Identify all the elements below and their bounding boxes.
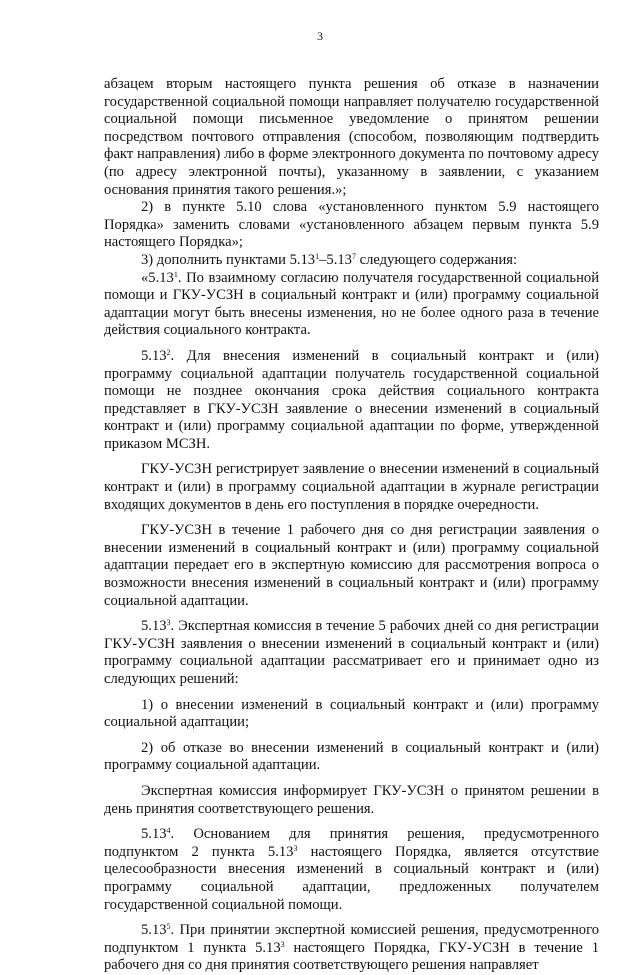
paragraph-text: «5.13 <box>141 269 174 286</box>
paragraph-5-13-5 <box>104 922 599 975</box>
paragraph-decision-1: 1) о внесении изменений в социальный контракт и (или) программу социальной адаптации; <box>104 696 599 731</box>
document-body <box>104 76 599 975</box>
paragraph-5-13-3 <box>104 618 599 688</box>
paragraph-registration: ГКУ-УСЗН регистрирует заявление о внесении изменений в социальный контракт и (или) в программу социальной адаптации в журнале регистрации входящих документов в день его поступления в порядке очередности. <box>104 461 599 513</box>
paragraph-text: настоящего Порядка, ГКУ-УСЗН в течение 1 рабочего дня со дня принятия соответствующего решения направляет <box>104 939 599 974</box>
paragraph-continuation: абзацем вторым настоящего пункта решения об отказе в назначении государственной социальной помощи направляет получателю государственной социальной помощи письменное уведомление о принятом решении посредством почтового отправления (способом, позволяющим подтвердить факт направления) либо в форме электронного документа по почтовому адресу (по адресу электронной почты), указанному в заявлении, с указанием основания принятия такого решения.»; <box>104 76 599 198</box>
paragraph-item-2: 2) в пункте 5.10 слова «установленного пунктом 5.9 настоящего Порядка» заменить словами «установленного абзацем первым пункта 5.9 настоящего Порядка»; <box>104 199 599 251</box>
paragraph-5-13-2 <box>104 348 599 454</box>
paragraph-transfer: ГКУ-УСЗН в течение 1 рабочего дня со дня регистрации заявления о внесении изменений в социальный контракт и (или) программу социальной адаптации передает его в экспертную комиссию для рассмотрения вопроса о возможности внесения изменений в социальный контракт и (или) программу социальной адаптации. <box>104 522 599 609</box>
superscript: 3 <box>166 618 171 628</box>
paragraph-text: 5.13 <box>141 347 167 364</box>
paragraph-text: . Для внесения изменений в социальный контракт и (или) программу социальной адаптации получатель государственной социальной помощи не позднее окончания срока действия социального контракта представляет в ГКУ-УСЗН заявление о внесении изменений в социальный контракт и (или) программу социальной адаптации по форме, утвержденной приказом МСЗН. <box>104 347 599 452</box>
superscript: 1 <box>173 269 178 279</box>
paragraph-item-3 <box>104 252 599 270</box>
superscript: 1 <box>315 251 320 261</box>
paragraph-5-13-1 <box>104 270 599 340</box>
paragraph-text: . Основанием для принятия решения, предусмотренного подпунктом 2 пункта 5.13 <box>104 826 599 860</box>
paragraph-text: . По взаимному согласию получателя государственной социальной помощи и ГКУ-УСЗН в социальный контракт и (или) программу социальной адаптации могут быть внесены изменения, но не более одного раза в течение действия социального контракта. <box>104 269 599 339</box>
page-number: 3 <box>317 29 323 43</box>
paragraph-text: –5.13 <box>319 251 352 268</box>
superscript: 5 <box>166 922 171 932</box>
paragraph-text: 5.13 <box>141 826 167 843</box>
paragraph-text: 5.13 <box>141 618 167 635</box>
paragraph-decision-2: 2) об отказе во внесении изменений в социальный контракт и (или) программу социальной адаптации. <box>104 739 599 774</box>
superscript: 3 <box>293 843 298 853</box>
paragraph-5-13-4 <box>104 826 599 914</box>
superscript: 4 <box>166 826 171 836</box>
paragraph-text: следующего содержания: <box>355 251 518 268</box>
superscript: 2 <box>166 347 171 357</box>
paragraph-text: . При принятии экспертной комиссией решения, предусмотренного подпунктом 1 пункта 5.13 <box>104 922 599 956</box>
superscript: 7 <box>351 251 356 261</box>
paragraph-text: настоящего Порядка, является отсутствие целесообразности внесения изменений в социальный контракт и (или) программу социальной адаптации, предложенных получателем государственной социальной помощи. <box>104 843 599 913</box>
paragraph-commission-informs: Экспертная комиссия информирует ГКУ-УСЗН о принятом решении в день принятия соответствующего решения. <box>104 782 599 817</box>
paragraph-text: 5.13 <box>141 922 167 939</box>
superscript: 3 <box>280 939 285 949</box>
paragraph-text: 3) дополнить пунктами 5.13 <box>141 251 316 268</box>
paragraph-text: . Экспертная комиссия в течение 5 рабочих дней со дня регистрации ГКУ-УСЗН заявления о внесении изменений в социальный контракт и (или) программу социальной адаптации рассматривает его и принимает одно из следующих решений: <box>104 618 599 687</box>
